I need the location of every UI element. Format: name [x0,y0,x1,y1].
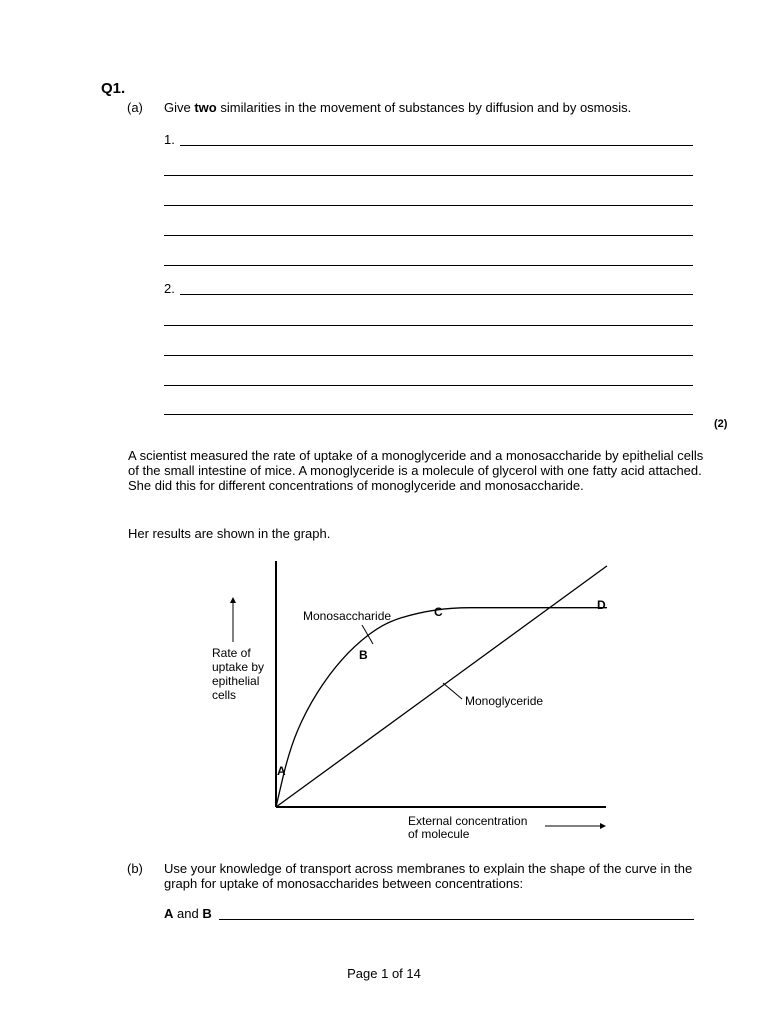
question-number: Q1. [101,80,126,97]
series-line-monosaccharide [276,608,607,807]
answer-ab-line[interactable] [219,919,694,920]
series-line-monoglyceride [276,566,607,807]
answer-ab-b: B [202,906,212,921]
monoglyceride-leader-line [443,683,462,699]
part-a-text-bold: two [194,100,217,115]
part-b-text: Use your knowledge of transport across membranes to explain the shape of the curve in the graph for uptake of monosaccharides between concentrations: [164,861,693,891]
page-number: Page 1 of 14 [347,966,421,981]
answer-2-label: 2. [164,281,175,296]
series-label-monosaccharide: Monosaccharide [303,609,392,623]
part-b-label: (b) [127,861,143,876]
part-a-text-before: Give [164,100,195,115]
point-label-a: A [277,764,286,778]
marks-label: (2) [714,418,728,430]
answer-ab-a: A [164,906,174,921]
results-sentence: Her results are shown in the graph. [128,526,331,541]
monosaccharide-leader-line [362,625,373,644]
answer-ab-and: and [173,906,203,921]
answer-1-label: 1. [164,132,175,147]
y-axis-label-line-4: cells [212,688,237,702]
point-label-b: B [359,648,368,662]
x-axis-label-line-1: External concentration [408,814,528,828]
intro-paragraph: A scientist measured the rate of uptake of a monoglyceride and a monosaccharide by epithelial cells of the small intestine of mice. A monoglyceride is a molecule of glycerol with one fatty acid attached. She did this for different concentrations of monoglyceride and monosaccharide. [128,448,704,493]
part-a-label: (a) [127,100,143,115]
y-axis-label-line-2: uptake by [212,660,265,674]
answer-ab-prompt [164,906,212,921]
point-label-c: C [434,605,443,619]
part-a-text-after: similarities in the movement of substances by diffusion and by osmosis. [216,100,632,115]
x-axis-label-line-2: of molecule [408,827,470,841]
y-axis-label-line-1: Rate of [212,646,251,660]
y-axis-label-line-3: epithelial [212,674,260,688]
point-label-d: D [597,598,606,612]
series-label-monoglyceride: Monoglyceride [465,694,544,708]
